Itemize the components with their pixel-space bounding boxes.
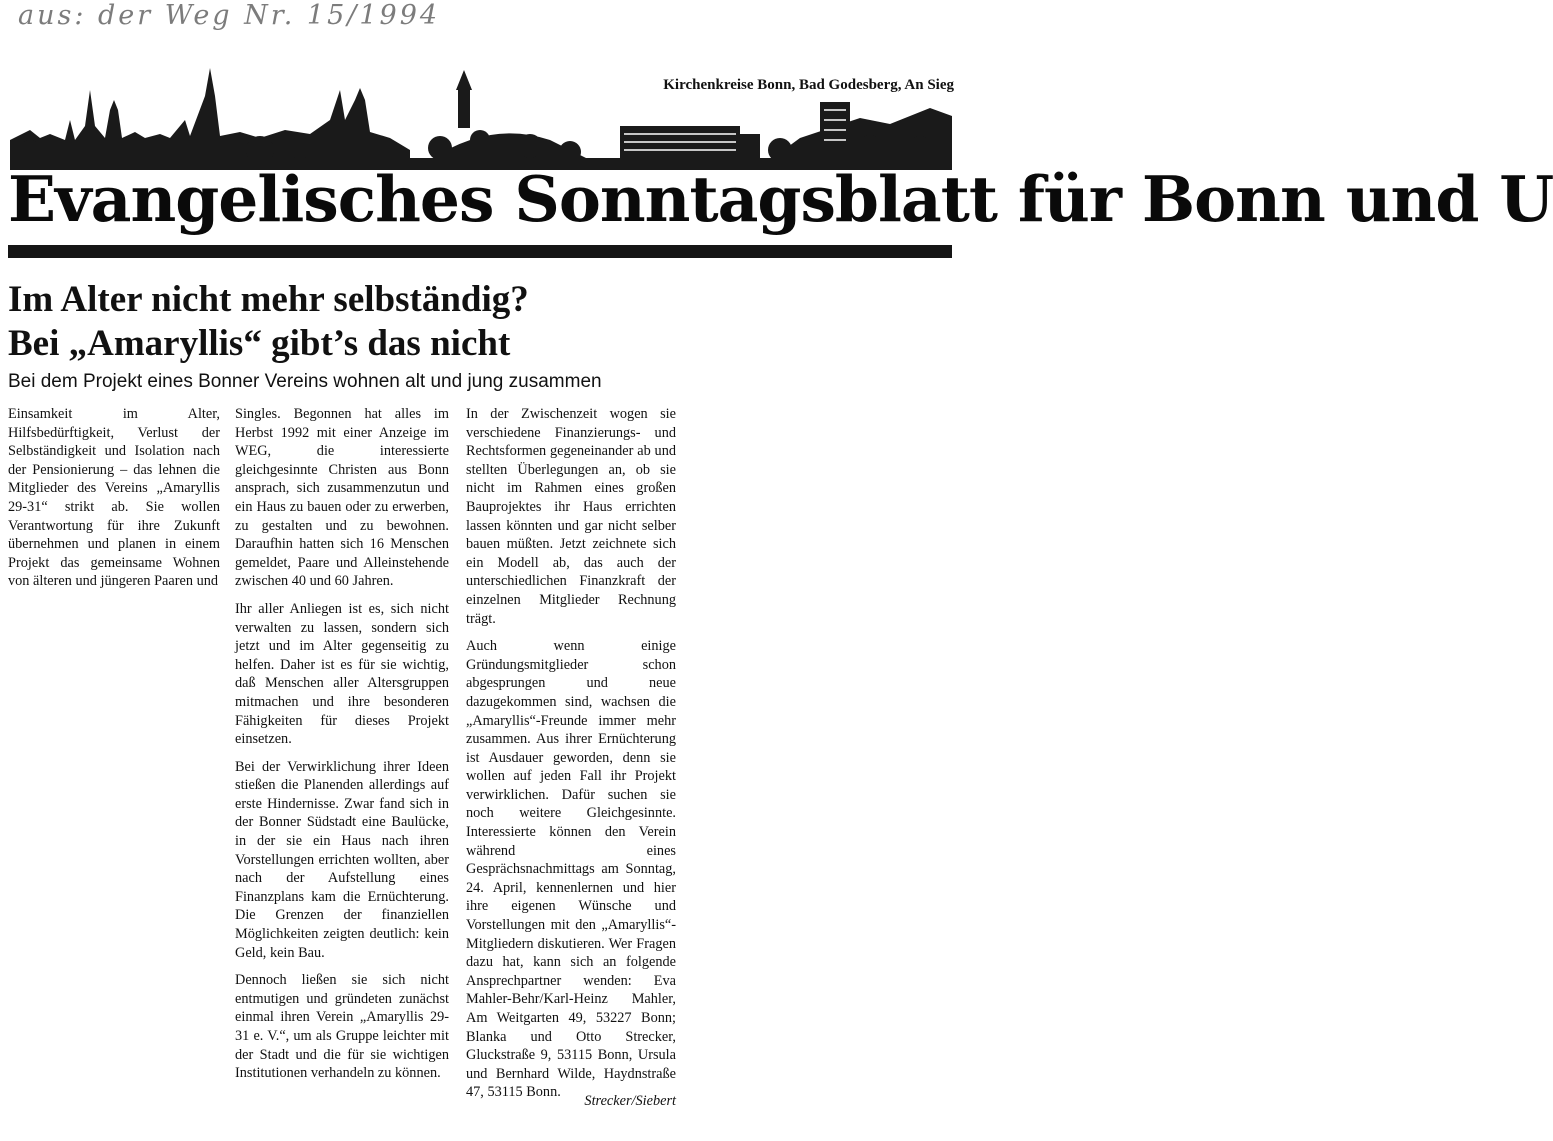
article-paragraph: Auch wenn einige Gründungsmitglieder schon abgesprungen und neue dazugekommen sind, wachsen die „Amaryllis“-Freunde immer mehr zusammen. Aus ihrer Ernüchterung ist Ausdauer geworden, denn sie wollen auf jeden Fall ihr Projekt verwirklichen. Dafür suchen sie noch weitere Gleichgesinnte. Interessierte können den Verein während eines Gesprächsnachmittags am Sonntag, 24. April, kennenlernen und hier ihre eigenen Wünsche und Vorstellungen mit den „Amaryllis“-Mitgliedern diskutieren. Wer Fragen dazu hat, kann sich an folgende Ansprechpartner wenden: Eva Mahler-Behr/Karl-Heinz Mahler, Am Weitgarten 49, 53227 Bonn; Blanka und Otto Strecker, Gluckstraße 9, 53115 Bonn, Ursula und Bernhard Wilde, Haydnstraße 47, 53115 Bonn. (466, 638, 676, 1101)
article-paragraph: Singles. Begonnen hat alles im Herbst 1992 mit einer Anzeige im WEG, die interessierte gleichgesinnte Christen aus Bonn ansprach, sich zusammenzutun und ein Haus zu bauen oder zu erwerben, zu gestalten und zu bewohnen. Daraufhin hatten sich 16 Menschen gemeldet, Paare und Alleinstehende zwischen 40 und 60 Jahren. (235, 406, 449, 590)
article-paragraph: Ihr aller Anliegen ist es, sich nicht verwalten zu lassen, sondern sich jetzt und im Alter gegenseitig zu helfen. Daher ist es für sie wichtig, daß Menschen aller Altersgruppen mitmachen und ihre besonderen Fähigkeiten für dieses Projekt einsetzen. (235, 600, 449, 748)
article-column-3 (466, 405, 676, 1111)
author-signature: Strecker/Siebert (584, 1093, 676, 1110)
headline-line-1: Im Alter nicht mehr selbständig? (8, 279, 529, 320)
headline-line-2: Bei „Amaryllis“ gibt’s das nicht (8, 323, 511, 364)
article-paragraph: Dennoch ließen sie sich nicht entmutigen und gründeten zunächst einmal ihren Verein „Amaryllis 29-31 e. V.“, um als Gruppe leichter mit der Stadt und die für sie wichtigen Institutionen verhandeln zu können. (235, 972, 449, 1082)
article-column-1 (8, 405, 220, 600)
handwritten-source-note: aus: der Weg Nr. 15/1994 (18, 0, 441, 31)
masthead-rule (8, 245, 952, 258)
article-paragraph: Bei der Verwirklichung ihrer Ideen stießen die Planenden allerdings auf erste Hindernisse. Zwar fand sich in der Bonner Südstadt eine Baulücke, in der sie ein Haus nach ihren Vorstellungen errichten wollten, aber nach der Aufstellung eines Finanzplans kam die Ernüchterung. Die Grenzen der finanziellen Möglichkeiten zeigten deutlich: kein Geld, kein Bau. (235, 758, 449, 961)
article-headline (8, 278, 529, 366)
article-paragraph: Einsamkeit im Alter, Hilfsbedürftigkeit, Verlust der Selbständigkeit und Isolation nach der Pensionierung – das lehnen die Mitglieder des Vereins „Amaryllis 29-31“ strikt ab. Sie wollen Verantwortung für ihre Zukunft übernehmen und planen in einem Projekt das gemeinsame Wohnen von älteren und jüngeren Paaren und (8, 406, 220, 590)
newspaper-masthead: Evangelisches Sonntagsblatt für Bonn und U (8, 162, 1553, 236)
article-subheadline: Bei dem Projekt eines Bonner Vereins wohnen alt und jung zusammen (8, 371, 602, 392)
article-column-2 (235, 405, 449, 1092)
city-skyline-illustration (10, 60, 952, 170)
article-paragraph: In der Zwischenzeit wogen sie verschiedene Finanzierungs- und Rechtsformen gegeneinander ab und stellten Überlegungen an, ob sie nicht im Rahmen eines großen Bauprojektes ihr Haus errichten lassen könnten und gar nicht selber bauen müßten. Jetzt zeichnete sich ein Modell ab, das auch der unterschiedlichen Finanzkraft der einzelnen Mitglieder Rechnung trägt. (466, 406, 676, 627)
region-line: Kirchenkreise Bonn, Bad Godesberg, An Sieg (663, 77, 954, 93)
